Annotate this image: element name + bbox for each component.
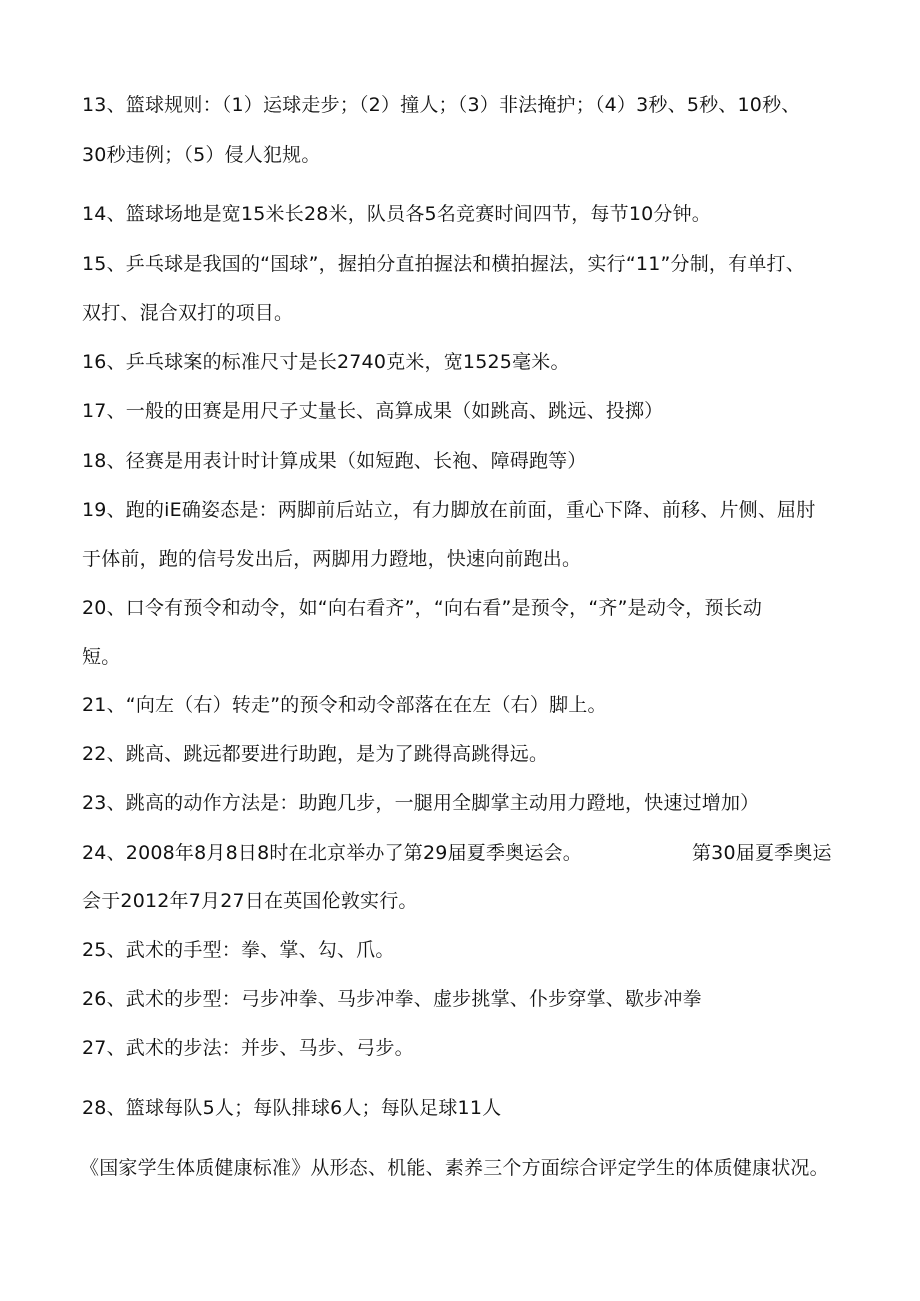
item-22-line-1: 22、跳高、跳远都要进行助跑，是为了跳得高跳得远。 (82, 743, 549, 765)
item-13-line-2: 30秒违例；（5）侵人犯规。 (82, 144, 321, 166)
item-24-text-b: 第30届夏季奥运 (691, 842, 832, 864)
closing-statement: 《国家学生体质健康标准》从形态、机能、素养三个方面综合评定学生的体质健康状况。 (80, 1157, 829, 1179)
item-15-line-1: 15、乒乓球是我国的“国球”，握拍分直拍握法和横拍握法，实行“11”分制，有单打、 (82, 253, 805, 275)
item-15-line-2: 双打、混合双打的项目。 (82, 302, 294, 324)
item-20-line-1: 20、口令有预令和动令，如“向右看齐”，“向右看”是预令，“齐”是动令，预长动 (82, 597, 763, 619)
item-21-line-1: 21、“向左（右）转走”的预令和动令部落在在左（右）脚上。 (82, 694, 607, 716)
item-17-line-1: 17、一般的田赛是用尺子丈量长、高算成果（如跳高、跳远、投掷） (82, 400, 664, 422)
item-18-line-1: 18、径赛是用表计时计算成果（如短跑、长袍、障碍跑等） (82, 450, 587, 472)
item-23-line-1: 23、跳高的动作方法是：助跑几步，一腿用全脚掌主动用力蹬地，快速过增加） (82, 792, 760, 814)
item-24-line-2: 会于2012年7月27日在英国伦敦实行。 (82, 890, 418, 912)
item-24-text-a: 24、2008年8月8日8时在北京举办了第29届夏季奥运会。 (82, 842, 582, 864)
item-19-line-1: 19、跑的iE确姿态是：两脚前后站立，有力脚放在前面，重心下降、前移、片侧、屈肘 (82, 499, 816, 521)
item-19-line-2: 于体前，跑的信号发出后，两脚用力蹬地，快速向前跑出。 (82, 548, 582, 570)
item-27-line-1: 27、武术的步法：并步、马步、弓步。 (82, 1037, 414, 1059)
item-14-line-1: 14、篮球场地是宽15米长28米，队员各5名竞赛时间四节，每节10分钟。 (82, 203, 711, 225)
item-28-line-1: 28、篮球每队5人；每队排球6人；每队足球11人 (82, 1097, 502, 1119)
item-25-line-1: 25、武术的手型：拳、掌、勾、爪。 (82, 939, 395, 961)
item-16-line-1: 16、乒乓球案的标准尺寸是长2740克米，宽1525毫米。 (82, 351, 570, 373)
item-20-line-2: 短。 (82, 646, 121, 668)
item-26-line-1: 26、武术的步型：弓步冲拳、马步冲拳、虚步挑掌、仆步穿掌、歇步冲拳 (82, 988, 702, 1010)
item-13-line-1: 13、篮球规则：（1）运球走步；（2）撞人；（3）非法掩护；（4）3秒、5秒、10秒、 (82, 94, 801, 116)
item-24-line-1 (82, 840, 832, 866)
